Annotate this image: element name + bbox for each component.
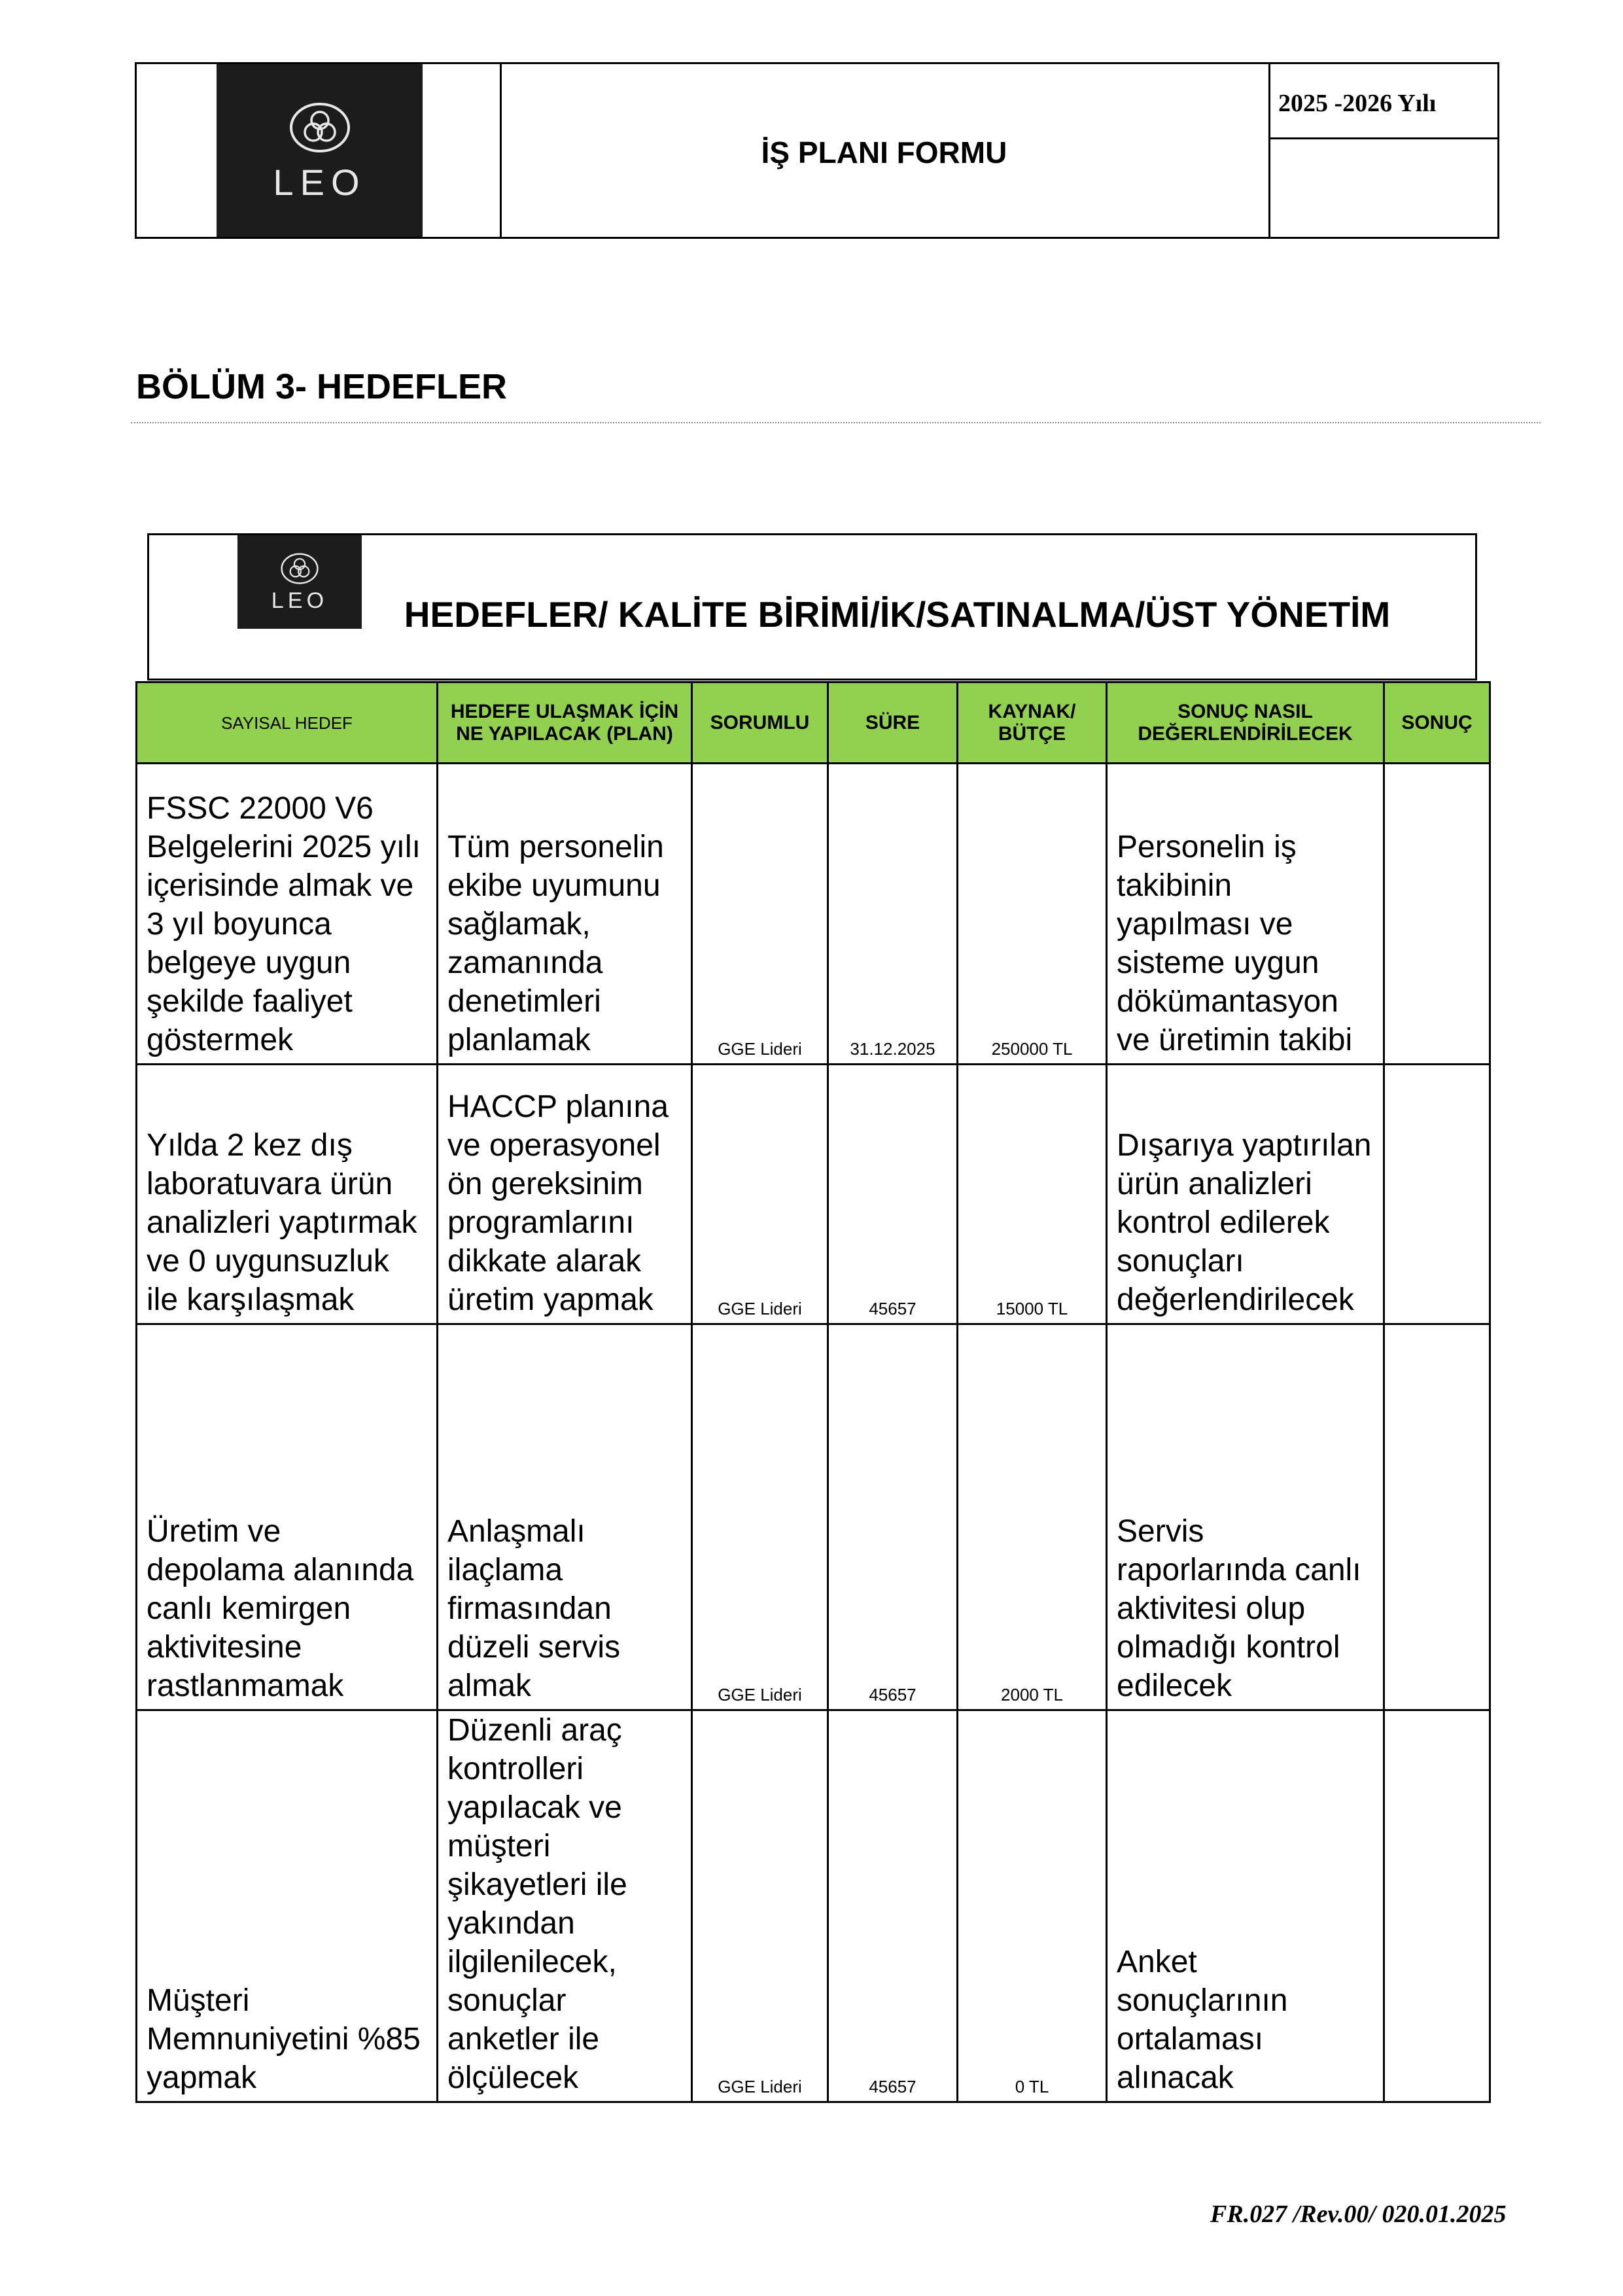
result-cell	[1384, 764, 1490, 1065]
duration-cell: 45657	[828, 1065, 958, 1324]
column-header: SAYISAL HEDEF	[137, 682, 438, 764]
evaluation-cell: Servis raporlarında canlı aktivitesi olup olmadığı kontrol edilecek	[1107, 1324, 1384, 1710]
form-title: İŞ PLANI FORMU	[761, 135, 1007, 169]
column-header: SORUMLU	[692, 682, 828, 764]
plan-cell: Düzenli araç kontrolleri yapılacak ve müşteri şikayetleri ile yakından ilgilenilecek, sonuçlar anketler ile ölçülecek	[438, 1710, 692, 2102]
header-divider	[1268, 64, 1270, 237]
duration-cell: 31.12.2025	[828, 764, 958, 1065]
duration-cell: 45657	[828, 1710, 958, 2102]
budget-cell: 0 TL	[958, 1710, 1107, 2102]
table-row	[137, 1065, 1490, 1324]
table-row	[137, 1324, 1490, 1710]
result-cell	[1384, 1065, 1490, 1324]
logo-emblem-icon	[284, 98, 356, 157]
logo-text: LEO	[271, 588, 328, 613]
goals-title: HEDEFLER/ KALİTE BİRİMİ/İK/SATINALMA/ÜST YÖNETİM	[404, 594, 1391, 635]
budget-cell: 2000 TL	[958, 1324, 1107, 1710]
goals-logo	[237, 535, 362, 629]
header-divider	[1268, 137, 1497, 139]
logo-text: LEO	[273, 161, 366, 203]
column-header: SONUÇ NASIL DEĞERLENDİRİLECEK	[1107, 682, 1384, 764]
result-cell	[1384, 1324, 1490, 1710]
company-logo	[217, 64, 423, 237]
column-header: HEDEFE ULAŞMAK İÇİN NE YAPILACAK (PLAN)	[438, 682, 692, 764]
table-row	[137, 1710, 1490, 2102]
form-header	[135, 62, 1499, 239]
result-cell	[1384, 1710, 1490, 2102]
budget-cell: 250000 TL	[958, 764, 1107, 1065]
evaluation-cell: Personelin iş takibinin yapılması ve sisteme uygun dökümantasyon ve üretimin takibi	[1107, 764, 1384, 1065]
responsible-cell: GGE Lideri	[692, 1065, 828, 1324]
goals-table	[135, 681, 1491, 2103]
table-header-row	[137, 682, 1490, 764]
duration-cell: 45657	[828, 1324, 958, 1710]
column-header: KAYNAK/ BÜTÇE	[958, 682, 1107, 764]
budget-cell: 15000 TL	[958, 1065, 1107, 1324]
section-divider	[131, 422, 1541, 423]
target-cell: Müşteri Memnuniyetini %85 yapmak	[137, 1710, 438, 2102]
responsible-cell: GGE Lideri	[692, 1710, 828, 2102]
evaluation-cell: Dışarıya yaptırılan ürün analizleri kontrol edilerek sonuçları değerlendirilecek	[1107, 1065, 1384, 1324]
form-code: FR.027 /Rev.00/ 020.01.2025	[1210, 2200, 1507, 2228]
logo-emblem-icon	[276, 550, 323, 587]
year-label: 2025 -2026 Yılı	[1278, 90, 1437, 117]
responsible-cell: GGE Lideri	[692, 1324, 828, 1710]
evaluation-cell: Anket sonuçlarının ortalaması alınacak	[1107, 1710, 1384, 2102]
table-row	[137, 764, 1490, 1065]
goals-header	[147, 533, 1477, 680]
column-header: SONUÇ	[1384, 682, 1490, 764]
target-cell: Üretim ve depolama alanında canlı kemirgen aktivitesine rastlanmamak	[137, 1324, 438, 1710]
target-cell: FSSC 22000 V6 Belgelerini 2025 yılı içerisinde almak ve 3 yıl boyunca belgeye uygun şekilde faaliyet göstermek	[137, 764, 438, 1065]
plan-cell: Anlaşmalı ilaçlama firmasından düzeli servis almak	[438, 1324, 692, 1710]
column-header: SÜRE	[828, 682, 958, 764]
target-cell: Yılda 2 kez dış laboratuvara ürün analizleri yaptırmak ve 0 uygunsuzluk ile karşılaşmak	[137, 1065, 438, 1324]
responsible-cell: GGE Lideri	[692, 764, 828, 1065]
plan-cell: HACCP planına ve operasyonel ön gereksinim programlarını dikkate alarak üretim yapmak	[438, 1065, 692, 1324]
plan-cell: Tüm personelin ekibe uyumunu sağlamak, zamanında denetimleri planlamak	[438, 764, 692, 1065]
section-title: BÖLÜM 3- HEDEFLER	[136, 367, 507, 406]
